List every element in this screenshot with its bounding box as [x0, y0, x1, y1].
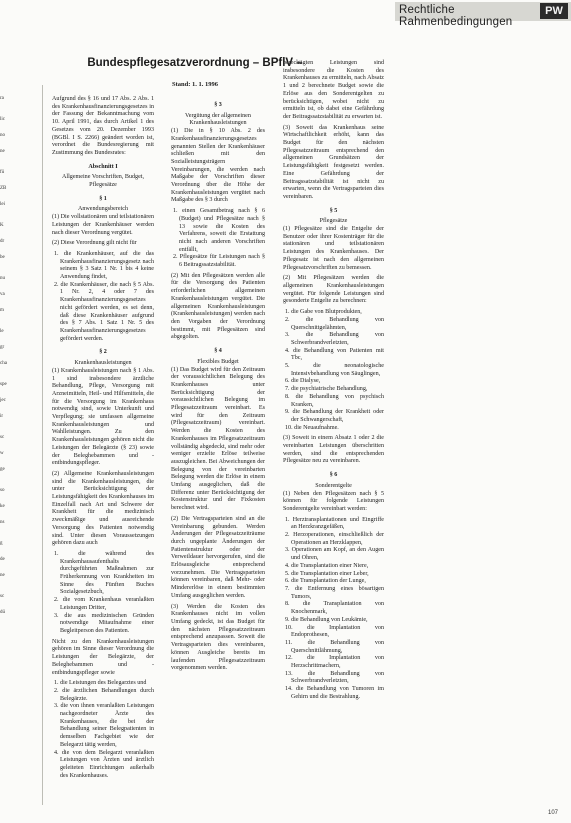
page-number: 107	[548, 810, 559, 816]
section-number: § 5	[329, 207, 338, 214]
list-item: 7. die psychiatrische Behandlung,	[285, 386, 368, 393]
margin-fragment: ra	[0, 96, 4, 101]
enumeration-list	[283, 517, 384, 702]
list-item: 10. die Implantation von Endoprothesen,	[285, 624, 384, 639]
section-number: § 6	[329, 472, 338, 479]
paragraph: (2) Allgemeine Krankenhausleistungen sind die Krankenhausleistungen, die unter Berücksichtigung der Leistungsfähigkeit des Krankenhauses im Einzelfall nach Art und Schwere der Krankheit für die medizinisch zweckmäßige und ausreichende Versorgung des Patienten notwendig sind. Unter diesen Voraussetzungen gehören dazu auch	[52, 470, 154, 547]
section-number: § 2	[99, 349, 107, 356]
margin-fragment: le	[0, 329, 4, 334]
paragraph: Aufgrund des § 16 und 17 Abs. 2 Abs. 1 des Krankenhausfinanzierungsgesetzes in der Fassung der Bekanntmachung vom 10. April 1991, das durch Artikel 1 des Gesetzes vom 20. Dezember 1993 (BGBl. I S. 2266) geändert worden ist, verordnet die Bundesregierung mit Zustimmung des Bundesrates:	[52, 96, 154, 156]
list-item: 7. die Entfernung eines bösartigen Tumors,	[285, 586, 384, 600]
list-item: 5. die neonatologische Intensivbehandlung von Säuglingen,	[285, 363, 384, 377]
list-item: 8. die Behandlung von psychisch Kranken,	[285, 393, 384, 408]
margin-fragment: nu	[0, 276, 5, 281]
list-item: 13. die Behandlung von Schwerbrandverletzten,	[285, 670, 384, 685]
margin-fragment: de	[0, 557, 5, 562]
section-number: § 1	[99, 195, 107, 202]
list-item: 8. die Transplantation von Knochenmark,	[285, 601, 384, 616]
margin-fragment: ke	[0, 504, 5, 509]
section-number: § 3	[214, 102, 222, 108]
text-column-2	[171, 96, 265, 676]
paragraph: (2) Die Vertragsparteien sind an die Vereinbarung gebunden. Werden Änderungen der Pflegesatzzeiträume durch ungeplante Änderungen der Patientenstruktur oder der Verweildauer hervorgerufen, sind die Erlösausgleiche entsprechend vorzunehmen. Die Vertragsparteien können vereinbaren, daß Mehr- oder Mindererlöse in einem bestimmten Umfang ausgeglichen werden.	[171, 515, 265, 599]
paragraph: (1) Das Budget wird für den Zeitraum der voraussichtlichen Belegung des Krankenhauses unter Berücksichtigung der voraussichtlichen Belegung im Pflegesatzzeitraum vereinbart. Es wird für den Zeitraum (Pflegesatzzeitraum) vereinbart. Werden die Kosten des Krankenhauses im Pflegesatzzeitraum vollständig abgedeckt, sind mehr oder weniger erzielte Erlöse teilweise auszugleichen. Bei Abweichungen der Belegung von der vereinbarten Belegung werden die Erlöse in einem Umfang ausgeglichen, daß die Differenz unter Berücksichtigung der Kostenstruktur und der Fixkosten berechnet wird.	[171, 366, 265, 512]
list-item: 1. die während des Krankenhausaufenthalts durchgeführten Maßnahmen zur Früherkennung von Krankheiten im Sinne des Fünften Buches Sozialgesetzbuch,	[54, 550, 154, 596]
list-item: 4. die Behandlung von Patienten mit Tbc,	[285, 347, 384, 362]
margin-fragment: lic	[0, 117, 5, 122]
list-item: 5. die Transplantation einer Leber,	[285, 570, 369, 577]
margin-fragment: sc	[0, 594, 5, 599]
enumeration-list	[283, 309, 384, 432]
list-item: 1. die Gabe von Blutprodukten,	[285, 309, 362, 316]
paragraph: (2) Mit den Pflegesätzen werden alle für die Versorgung des Patienten erforderlichen allgemeinen Krankenhausleistungen vergütet. Die allgemeinen Krankenhausleistungen (Krankenhausleistungen) werden nach den Vorgaben der Verordnung bestimmt, mit Pflegesätzen sind abgegolten.	[171, 272, 265, 341]
section-number: Abschnitt I	[88, 163, 118, 170]
list-item: 10. die Neuaufnahme.	[285, 424, 339, 431]
publisher-logo: PW	[540, 3, 568, 19]
list-item: 9. die Behandlung von Leukämie,	[285, 616, 368, 623]
margin-fragment: K	[0, 223, 4, 228]
page-subtitle: Stand: 1. 1. 1996	[171, 81, 219, 88]
list-item: 3. die aus medizinischen Gründen notwendige Mitaufnahme einer Begleitperson des Patienten.	[54, 612, 154, 634]
list-item: 3. die von ihnen veranlaßten Leistungen nachgeordneter Ärzte des Krankenhauses, die bei der Behandlung seiner Belegpatienten in demselben Fachgebiet wie der Belegarzt tätig werden,	[54, 703, 154, 748]
paragraph: (2) Diese Verordnung gilt nicht für	[52, 240, 137, 247]
margin-fragment: ne	[0, 149, 5, 154]
enumeration-list	[52, 251, 154, 343]
paragraph: Nicht zu den Krankenhausleistungen gehören im Sinne dieser Verordnung die Leistungen der Belegärzte, der Beleghebammen und -entbindungspfleger sowie	[52, 638, 154, 676]
text-column-3	[283, 60, 384, 705]
enumeration-list	[171, 208, 265, 270]
paragraph: (1) Krankenhausleistungen nach § 1 Abs. 1 sind insbesondere ärztliche Behandlung, Pflege, Versorgung mit Arzneimitteln, Heil- und Hilfsmitteln, die für die Versorgung im Krankenhaus notwendig sind, sowie Unterkunft und Verpflegung; sie umfassen allgemeine Krankenhausleistungen und Wahlleistungen. Zu den Krankenhausleistungen gehören nicht die Leistungen der Belegärzte (§ 23) sowie der Beleghebammen und -entbindungspfleger.	[52, 367, 154, 467]
list-item: 1. einen Gesamtbetrag nach § 6 (Budget) und Pflegesätze nach § 13 sowie die Kosten des Verfahrens, soweit die Erstattung nicht nach anderen Vorschriften entfällt,	[173, 208, 265, 253]
margin-fragment: ir	[0, 414, 4, 419]
left-margin-notes	[0, 95, 40, 625]
list-item: 14. die Behandlung von Tumoren im Gehirn und die Bestrahlung.	[285, 686, 384, 700]
paragraph: (3) Werden die Kosten des Krankenhauses nicht im vollen Umfang gedeckt, ist das Budget für den nächsten Pflegesatzzeitraum entsprechend anzupassen. Soweit die Vertragsparteien dies vereinbaren, können Ausgleiche bereits im laufenden Pflegesatzzeitraum vorgenommen werden.	[171, 603, 265, 672]
list-item: 6. die Dialyse,	[285, 378, 321, 385]
margin-fragment: be	[0, 255, 5, 260]
margin-fragment: ZB	[0, 186, 7, 191]
section-heading: Vergütung der allgemeinen Krankenhausleistungen	[185, 112, 251, 127]
list-item: 1. die Leistungen des Belegarztes und	[54, 680, 147, 687]
section-heading: Sonderentgelte	[315, 482, 352, 489]
enumeration-list	[52, 680, 154, 780]
paragraph: (3) Soweit das Krankenhaus seine Wirtschaftlichkeit erhöht, kann das Budget für den nächsten Pflegesatzzeitraum entsprechend den allgemeinen Grundsätzen der Leistungsfähigkeit festgesetzt werden. Eine Gefährdung der Beitragssatzstabilität ist nicht zu erwarten, wenn die Vertragsparteien dies vereinbaren.	[283, 124, 384, 200]
list-item: 1. Herztransplantationen und Eingriffe an Herzkranzgefäßen,	[285, 516, 384, 531]
list-item: 12. die Implantation von Herzschrittmachern,	[285, 655, 384, 670]
section-title: Rechtliche Rahmenbedingungen	[399, 4, 513, 28]
margin-fragment: m	[0, 308, 4, 313]
paragraph: (1) Die in § 10 Abs. 2 des Krankenhausfinanzierungsgesetzes genannten Stellen der Krankenhäuser schließen mit den Sozialleistungsträgern Vereinbarungen, die werden nach Maßgabe der Vorschriften dieser Verordnung über die Höhe der Krankenhausleistungen vergütet nach Maßgabe des § 3 durch	[171, 128, 265, 204]
paragraph: berechtigten Leistungen sind insbesondere die Kosten des Krankenhauses zu ermitteln, nach Absatz 1 und 2 berechnete Budget sowie die Erlöse aus den Sonderentgelten zu berücksichtigen, wobei nicht zu ermitteln ist, ob dabei eine Gefährdung der Beitragssatzstabilität zu erwarten ist.	[283, 60, 384, 120]
list-item: 2. die vom Krankenhaus veranlaßten Leistungen Dritter,	[54, 597, 154, 611]
paragraph: (2) Mit Pflegesätzen werden die allgemeinen Krankenhausleistungen vergütet. Für folgende Leistungen sind gesonderte Entgelte zu berechnen:	[283, 275, 384, 305]
margin-fragment: dü	[0, 610, 5, 615]
text-column-1	[52, 96, 154, 783]
margin-fragment: cha	[0, 361, 7, 366]
paragraph: (1) Die vollstationären und teilstationären Leistungen der Krankenhäuser werden nach dieser Verordnung vergütet.	[52, 214, 154, 236]
paragraph: (3) Soweit in einem Absatz 1 oder 2 die vereinbarten Leistungen überschritten werden, sind die entsprechenden Pflegesätze neu zu vereinbaren.	[283, 435, 384, 465]
list-item: 2. Herzoperationen, einschließlich der Operationen an Herzklappen,	[285, 532, 384, 546]
margin-fragment: sc	[0, 435, 5, 440]
margin-fragment: spe	[0, 382, 7, 387]
margin-fragment: lei	[0, 202, 5, 207]
list-item: 2. die ärztlichen Behandlungen durch Belegärzte.	[54, 687, 154, 702]
section-heading: Flexibles Budget	[197, 358, 239, 365]
list-item: 11. die Behandlung von Querschnittlähmung,	[285, 639, 384, 654]
margin-fragment: gr	[0, 345, 5, 350]
margin-fragment: dr	[0, 239, 5, 244]
list-item: 2. die Behandlung von Querschnittgelähmten,	[285, 316, 384, 331]
section-heading: Pflegesätze	[319, 218, 348, 225]
margin-fragment: jec	[0, 398, 6, 403]
list-item: 2. Pflegesätze für Leistungen nach § 6 Beitragssatzstabilität.	[173, 254, 265, 269]
section-heading: Krankenhausleistungen	[74, 360, 132, 367]
margin-fragment: no	[0, 133, 5, 138]
margin-fragment: ne	[0, 573, 5, 578]
section-number: § 4	[214, 348, 222, 355]
enumeration-list	[52, 551, 154, 636]
paragraph: (1) Neben den Pflegesätzen nach § 5 können für folgende Leistungen Sonderentgelte vereinbart werden:	[283, 490, 384, 512]
margin-fragment: fü	[0, 170, 5, 175]
margin-fragment: ge	[0, 467, 5, 472]
list-item: 4. die Transplantation einer Niere,	[285, 562, 369, 569]
margin-fragment: so	[0, 488, 5, 493]
section-heading: Allgemeine Vorschriften, Budget, Pflegesätze	[61, 174, 145, 189]
margin-fragment: ns	[0, 520, 5, 525]
page-title: Bundespflegesatzverordnung – BPflV –	[87, 57, 303, 69]
list-item: 9. die Behandlung der Krankheit oder der Schwangerschaft,	[285, 409, 384, 423]
list-item: 2. die Krankenhäuser, die nach § 5 Abs. 1 Nr. 2, 4 oder 7 des Krankenhausfinanzierungsgesetzes nicht gefördert werden, es sei denn, daß diese Krankenhäuser aufgrund des § 7 Abs. 1 Satz 1 Nr. 5 des Krankenhausfinanzierungsgesetzes gefördert werden.	[54, 281, 154, 342]
list-item: 1. die Krankenhäuser, auf die das Krankenhausfinanzierungsgesetz nach seinem § 3 Satz 1 Nr. 1 bis 4 keine Anwendung findet,	[54, 250, 154, 281]
section-heading: Anwendungsbereich	[77, 206, 129, 213]
margin-fragment: g	[0, 541, 3, 546]
margin-fragment: w	[0, 451, 4, 456]
paragraph: (1) Pflegesätze sind die Entgelte der Benutzer oder ihrer Kostenträger für die stationären und teilstationären Leistungen des Krankenhauses. Der Pflegesatz ist nach den allgemeinen Pflegesatzvorschriften zu bemessen.	[283, 226, 384, 271]
list-item: 3. Operationen am Kopf, an den Augen und Ohren,	[285, 547, 384, 562]
margin-divider	[42, 85, 43, 805]
list-item: 3. die Behandlung von Schwerbrandverletzten,	[285, 332, 384, 346]
list-item: 4. die von dem Belegarzt veranlaßten Leistungen von Ärzten und ärztlich geleiteten Einrichtungen außerhalb des Krankenhauses.	[54, 749, 154, 779]
list-item: 6. die Transplantation der Lunge,	[285, 578, 366, 585]
margin-fragment: va	[0, 292, 5, 297]
